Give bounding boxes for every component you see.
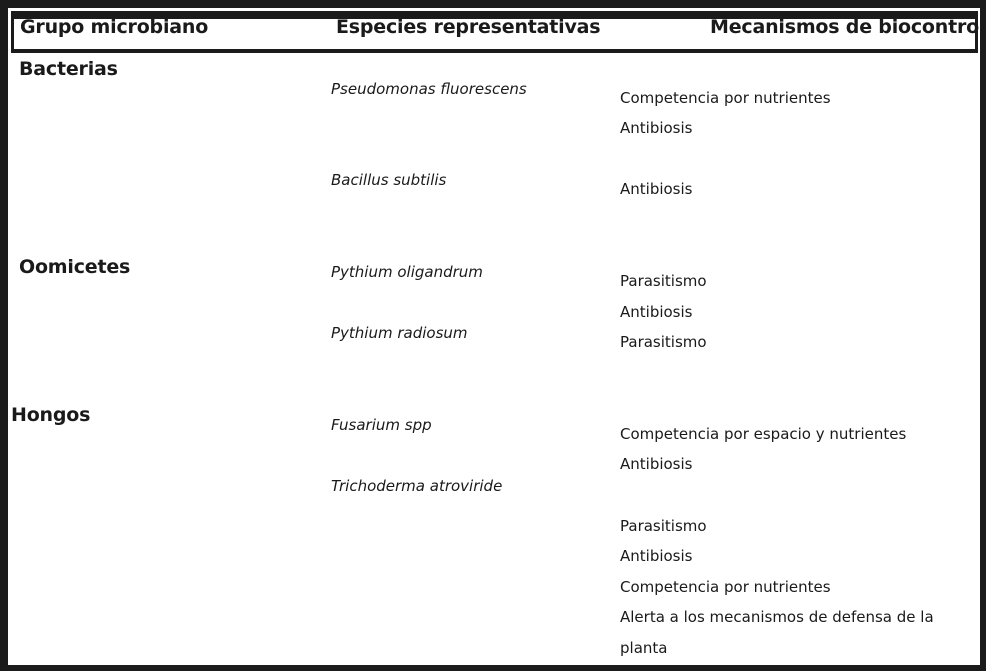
mechanism-item: Competencia por nutrientes xyxy=(620,578,831,596)
mechanism-item: Antibiosis xyxy=(620,119,693,137)
group-oomicetes: Oomicetes xyxy=(19,256,131,278)
mechanism-item: Antibiosis xyxy=(620,455,693,473)
mechanism-item: Antibiosis xyxy=(620,180,693,198)
header-mecanismos-de-biocontrol: Mecanismos de biocontrol xyxy=(710,16,986,38)
species-pseudomonas-fluorescens: Pseudomonas fluorescens xyxy=(331,80,527,98)
mechanism-item: Parasitismo xyxy=(620,333,707,351)
header-especies-representativas: Especies representativas xyxy=(336,16,601,38)
mechanism-item: planta xyxy=(620,639,668,657)
mechanism-item: Parasitismo xyxy=(620,517,707,535)
group-bacterias: Bacterias xyxy=(19,58,118,80)
mechanism-item: Antibiosis xyxy=(620,547,693,565)
frame-border-top xyxy=(0,0,986,8)
frame-border-bottom xyxy=(0,665,986,671)
mechanism-item: Alerta a los mecanismos de defensa de la xyxy=(620,608,934,626)
mechanism-item: Competencia por nutrientes xyxy=(620,89,831,107)
species-bacillus-subtilis: Bacillus subtilis xyxy=(331,171,447,189)
species-pythium-oligandrum: Pythium oligandrum xyxy=(331,263,483,281)
species-pythium-radiosum: Pythium radiosum xyxy=(331,324,468,342)
mechanism-item: Competencia por espacio y nutrientes xyxy=(620,425,907,443)
frame-border-right xyxy=(980,0,986,671)
frame-border-left xyxy=(0,0,8,671)
header-grupo-microbiano: Grupo microbiano xyxy=(20,16,209,38)
mechanism-item: Parasitismo xyxy=(620,272,707,290)
mechanism-item: Antibiosis xyxy=(620,303,693,321)
species-fusarium-spp: Fusarium spp xyxy=(331,416,432,434)
species-trichoderma-atroviride: Trichoderma atroviride xyxy=(331,477,503,495)
group-hongos: Hongos xyxy=(11,404,91,426)
